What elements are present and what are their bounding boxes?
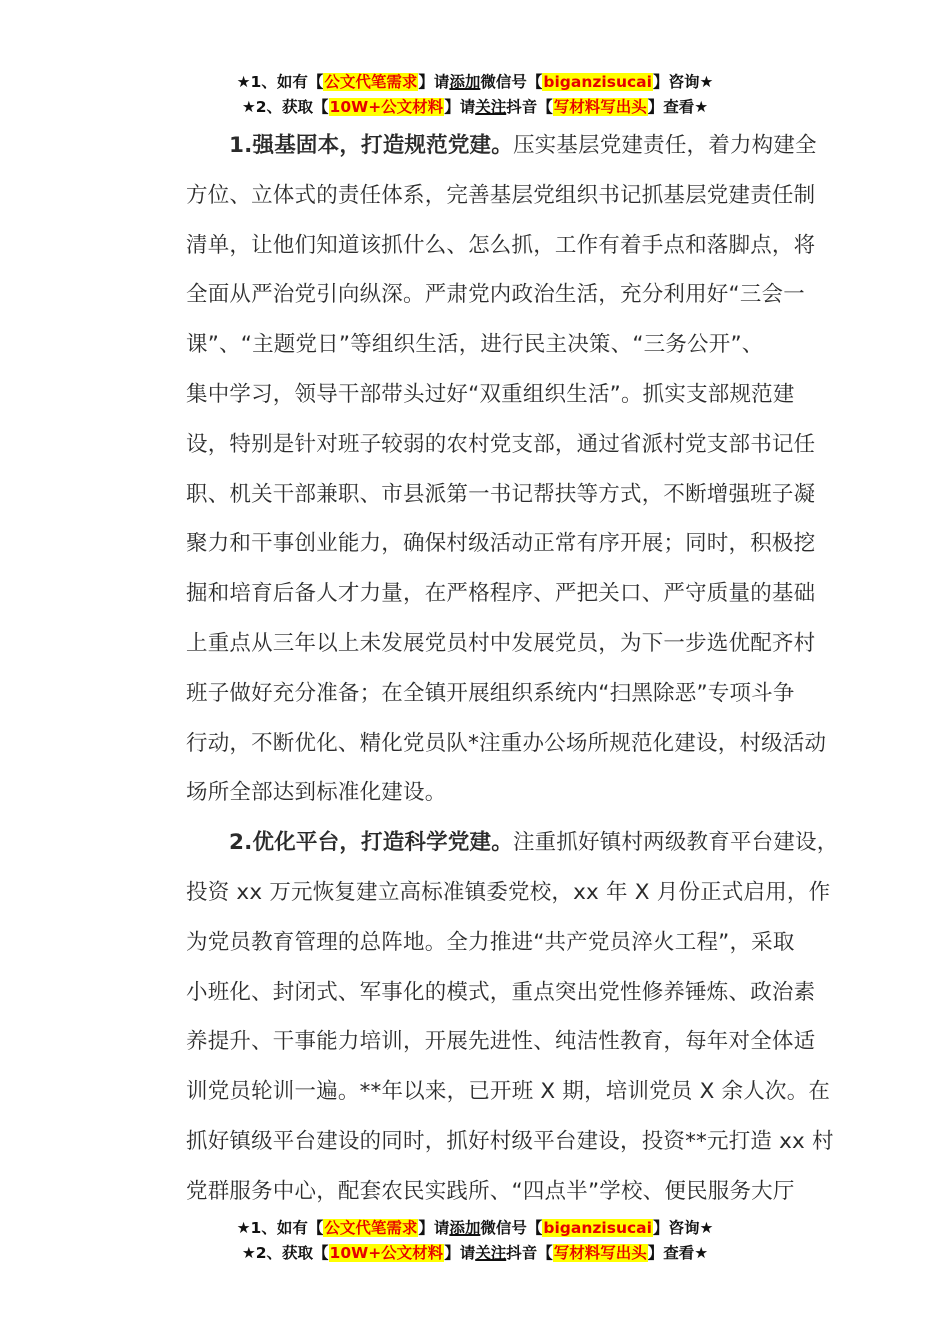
- document-body: [143, 121, 839, 1217]
- promo-line-2: ★2、获取【10W+公文材料】请关注抖音【写材料写出头】查看★: [241, 98, 709, 116]
- paragraph-heading: 1.强基固本，打造规范党建。: [229, 133, 513, 158]
- footer-promo-banner: [0, 1216, 950, 1266]
- promo-highlight: biganzisucai: [543, 73, 652, 91]
- promo-highlight: 公文代笔需求: [324, 73, 418, 91]
- promo-highlight: 10W+公文材料: [329, 98, 444, 116]
- header-promo-banner: [0, 70, 950, 120]
- promo-highlight: 写材料写出头: [553, 98, 647, 116]
- promo-highlight: biganzisucai: [543, 1219, 652, 1237]
- paragraph-heading: 2.优化平台，打造科学党建。: [229, 830, 513, 856]
- promo-highlight: 10W+公文材料: [329, 1244, 444, 1262]
- promo-line-2: ★2、获取【10W+公文材料】请关注抖音【写材料写出头】查看★: [241, 1244, 709, 1262]
- promo-line-1: ★1、如有【公文代笔需求】请添加微信号【biganzisucai】咨询★: [236, 73, 714, 91]
- paragraph-2: 2.优化平台，打造科学党建。注重抓好镇村两级教育平台建设， 投资 xx 万元恢复建立高标准镇委党校，xx 年 X 月份正式启用，作 为党员教育管理的总阵地。全力推进“共产党员淬火工程”，采取 小班化、封闭式、军事化的模式，重点突出党性修养锤炼、政治素 养提升、干事能力培训，开展先进性、纯洁性教育，每年对全体适 训党员轮训一遍。**年以来，已开班 X 期，培训党员 X 余人次。在 抓好镇级平台建设的同时，抓好村级平台建设，投资**元打造 xx 村 党群服务中心，配套农民实践所、“四点半”学校、便民服务大厅: [186, 830, 839, 1204]
- promo-highlight: 公文代笔需求: [324, 1219, 418, 1237]
- paragraph-1: 1.强基固本，打造规范党建。压实基层党建责任，着力构建全 方位、立体式的责任体系，完善基层党组织书记抓基层党建责任制 清单，让他们知道该抓什么、怎么抓，工作有着手点和落脚点，将 全面从严治党引向纵深。严肃党内政治生活，充分利用好“三会一 课”、“主题党日”等组织生活，进行民主决策、“三务公开”、 集中学习，领导干部带头过好“双重组织生活”。抓实支部规范建 设，特别是针对班子较弱的农村党支部，通过省派村党支部书记任 职、机关干部兼职、市县派第一书记帮扶等方式，不断增强班子凝 聚力和干事创业能力，确保村级活动正常有序开展；同时，积极挖 掘和培育后备人才力量，在严格程序、严把关口、严守质量的基础 上重点从三年以上未发展党员村中发展党员，为下一步选优配齐村 班子做好充分准备；在全镇开展组织系统内“扫黑除恶”专项斗争 行动，不断优化、精化党员队*注重办公场所规范化建设，村级活动 场所全部达到标准化建设。: [186, 133, 827, 806]
- promo-line-1: ★1、如有【公文代笔需求】请添加微信号【biganzisucai】咨询★: [236, 1219, 714, 1237]
- promo-highlight: 写材料写出头: [553, 1244, 647, 1262]
